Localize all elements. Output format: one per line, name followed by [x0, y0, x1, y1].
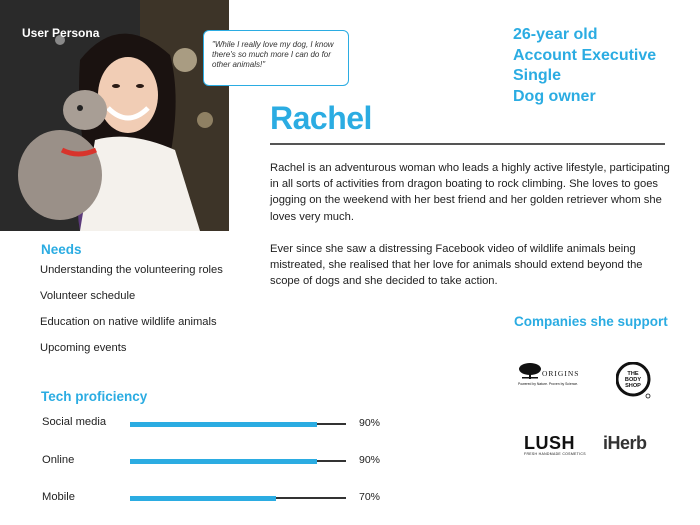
skill-bar-track	[130, 497, 346, 499]
story-paragraph: Ever since she saw a distressing Facebook video of wildlife animals being mistreated, she realised that her love for animals should extend beyond the scope of dogs and she decided to take action.	[270, 242, 643, 288]
skill-percent: 90%	[359, 454, 381, 466]
tree-icon	[518, 363, 542, 379]
persona-label: User Persona	[22, 26, 100, 40]
lush-logo-tagline: FRESH HANDMADE COSMETICS	[524, 452, 586, 456]
skill-label: Online	[42, 454, 75, 466]
persona-story	[270, 160, 670, 305]
origins-logo-text: ORIGINS	[542, 369, 580, 378]
tech-title: Tech proficiency	[41, 389, 148, 404]
body-shop-logo-text: THE BODY SHOP	[624, 371, 642, 389]
needs-item: Understanding the volunteering roles	[40, 264, 223, 276]
bio-line-age: 26-year old	[513, 26, 598, 43]
bio-line-pet: Dog owner	[513, 87, 596, 105]
skill-label: Mobile	[42, 491, 75, 503]
skill-bar-track	[130, 460, 346, 462]
bio-line-status: Single	[513, 67, 562, 84]
companies-title: Companies she support	[514, 314, 668, 329]
needs-item: Education on native wildlife animals	[40, 316, 217, 328]
skill-percent: 70%	[359, 491, 381, 503]
persona-photo	[0, 0, 229, 231]
origins-logo	[518, 363, 590, 389]
lush-logo	[524, 433, 586, 458]
iherb-logo: iHerb	[603, 433, 647, 453]
skill-bar-fill	[130, 422, 317, 427]
needs-item: Upcoming events	[40, 342, 127, 354]
needs-item: Volunteer schedule	[40, 290, 136, 302]
bio-summary	[513, 25, 656, 107]
lush-logo-text: LUSH	[524, 433, 575, 453]
body-shop-logo	[616, 362, 654, 400]
needs-title: Needs	[41, 242, 82, 257]
skill-percent: 90%	[359, 417, 381, 429]
quote-bubble: "While I really love my dog, I know there's so much more I can do for other animals!"	[203, 30, 349, 86]
bio-line-job: Account Executive	[513, 46, 657, 64]
name-divider	[270, 143, 665, 145]
origins-logo-tagline: Powered by Nature. Proven by Science.	[518, 382, 579, 386]
skill-bar-fill	[130, 459, 317, 464]
skill-label: Social media	[42, 416, 107, 428]
persona-name: Rachel	[270, 100, 372, 136]
skill-bar-fill	[130, 496, 276, 501]
story-paragraph: Rachel is an adventurous woman who leads a highly active lifestyle, participating in all sorts of activities from dragon boating to rock climbing. She loves to goes jogging on the weekend with her best friend and her golden retriever whom she loves very much.	[270, 162, 670, 223]
skill-bar-track	[130, 423, 346, 425]
